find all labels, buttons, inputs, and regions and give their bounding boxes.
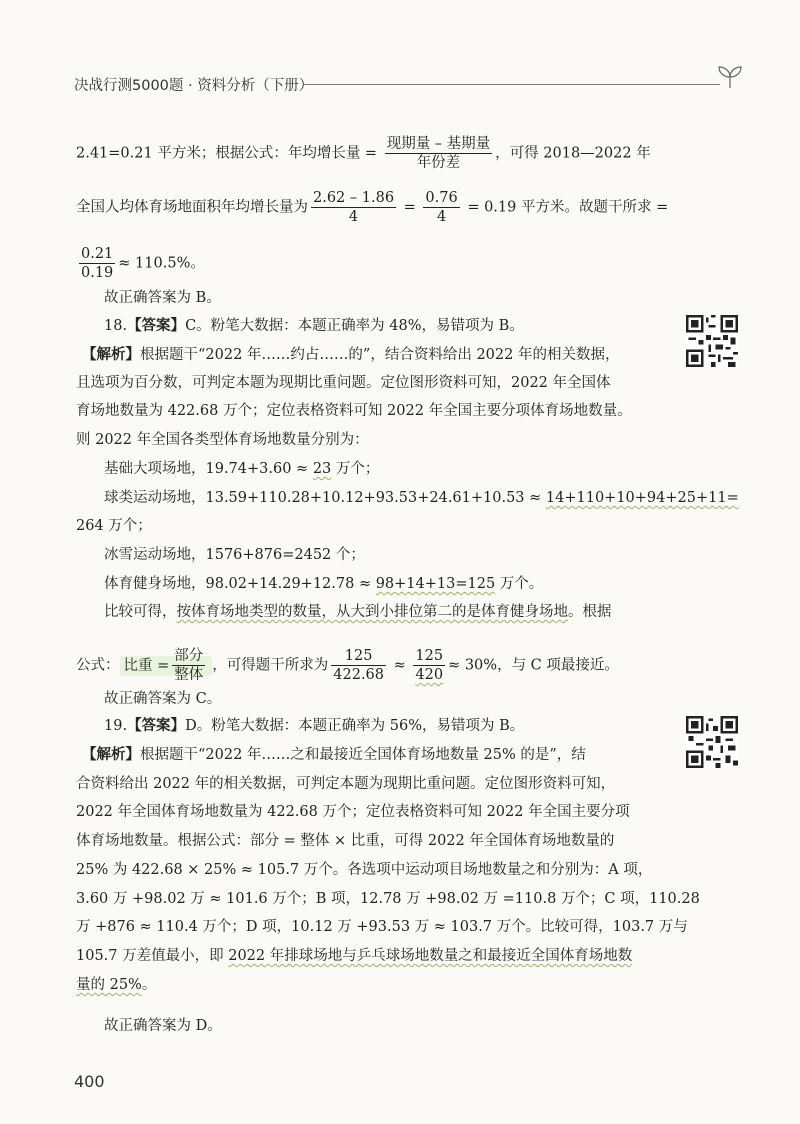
q18-analysis-line-3: 育场地数量为 422.68 万个；定位表格资料可知 2022 年全国主要分项体育场地数量。 xyxy=(76,403,632,419)
qr-code-icon[interactable] xyxy=(686,315,738,367)
book-title: 决战行测5000题 · 资料分析（下册） xyxy=(74,78,314,94)
q19-analysis-line-2: 合资料给出 2022 年的相关数据，可判定本题为现期比重问题。定位图形资料可知， xyxy=(76,776,616,792)
analysis-tag: 【解析】 xyxy=(82,747,140,763)
sprout-icon xyxy=(716,64,744,90)
q17-answer: 故正确答案为 B。 xyxy=(104,290,221,306)
q18-answer: 故正确答案为 C。 xyxy=(104,691,222,707)
calc-fraction: $\frac{125}{420}$ xyxy=(415,648,444,683)
q17-line-3: $\frac{0.21}{0.19}$ ≈ 110.5%。 xyxy=(81,246,205,281)
q18-calc-snow: 冰雪运动场地，1576+876=2452 个； xyxy=(104,547,365,563)
q18-analysis-line-1: 【解析】根据题干“2022 年……约占……的”，结合资料给出 2022 年的相关数据， xyxy=(82,347,620,363)
q18-compare: 比较可得，按体育场地类型的数量，从大到小排位第二的是体育健身场地。根据 xyxy=(104,604,612,620)
q19-answer: 故正确答案为 D。 xyxy=(104,1018,222,1034)
question-number: 19. xyxy=(104,718,128,734)
qr-code-icon[interactable] xyxy=(686,716,738,768)
header-dotted-rule xyxy=(304,84,720,85)
growth-formula-fraction: $\frac{\text{现期量 – 基期量}}{\text{年份差}}$ xyxy=(386,136,491,171)
analysis-tag: 【解析】 xyxy=(82,347,140,363)
q18-calc-ball-cont: 264 万个； xyxy=(76,518,152,534)
running-header xyxy=(74,68,744,98)
q18-analysis-line-2: 且选项为百分数，可判定本题为现期比重问题。定位图形资料可知，2022 年全国体 xyxy=(76,375,611,391)
q19-analysis-line-3: 2022 年全国体育场地数量为 422.68 万个；定位表格资料可知 2022 年全国主要分项 xyxy=(76,804,630,820)
q18-analysis-line-4: 则 2022 年全国各类型体育场地数量分别为： xyxy=(76,432,369,448)
ratio-fraction: $\frac{0.21}{0.19}$ xyxy=(81,246,114,281)
q18-formula-line: 公式： 比重 = $\frac{\text{部分}}{\text{整体}}$ ，可得题干所求为 $\frac{125}{422.68}$ ≈ $\frac{125}{420}$ ≈ 30%，与 C 项最接近。 xyxy=(76,648,619,683)
q19-answer-line: 19.【答案】D。粉笔大数据：本题正确率为 56%，易错项为 B。 xyxy=(104,718,525,734)
q19-analysis-line-1: 【解析】根据题干“2022 年……之和最接近全国体育场地数量 25% 的是”，结 xyxy=(82,747,586,763)
q17-line-1: 2.41=0.21 平方米；根据公式：年均增长量 = $\frac{\text{现期量 – 基期量}}{\text{年份差}}$ ，可得 2018—2022 年 xyxy=(76,136,651,171)
answer-tag: 【答案】 xyxy=(127,318,186,334)
q18-calc-basic: 基础大项场地，19.74+3.60 ≈ 23 万个； xyxy=(104,461,380,477)
calc-fraction: $\frac{125}{422.68}$ xyxy=(333,648,385,683)
q19-analysis-line-6: 3.60 万 +98.02 万 ≈ 101.6 万个；B 项，12.78 万 +98.02 万 =110.8 万个；C 项，110.28 xyxy=(76,891,700,907)
q18-calc-ball: 球类运动场地，13.59+110.28+10.12+93.53+24.61+10.53 ≈ 14+110+10+94+25+11= xyxy=(104,490,739,506)
q19-analysis-line-9: 量的 25%。 xyxy=(76,977,157,993)
answer-tag: 【答案】 xyxy=(127,718,186,734)
q19-analysis-line-4: 体育场地数量。根据公式：部分 = 整体 × 比重，可得 2022 年全国体育场地数量的 xyxy=(76,833,615,849)
q19-analysis-line-7: 万 +876 ≈ 110.4 万个；D 项，10.12 万 +93.53 万 ≈ 103.7 万个。比较可得，103.7 万与 xyxy=(76,919,688,935)
q19-analysis-line-8: 105.7 万差值最小，即 2022 年排球场地与乒乓球场地数量之和最接近全国体育场地数 xyxy=(76,948,633,964)
q19-analysis-line-5: 25% 为 422.68 × 25% ≈ 105.7 万个。各选项中运动项目场地数量之和分别为：A 项， xyxy=(76,862,653,878)
calc-fraction: $\frac{2.62 - 1.86}{4}$ xyxy=(313,190,395,225)
q18-answer-line: 18.【答案】C。粉笔大数据：本题正确率为 48%，易错项为 B。 xyxy=(104,318,524,334)
q18-calc-fitness: 体育健身场地，98.02+14.29+12.78 ≈ 98+14+13=125 万个。 xyxy=(104,576,544,592)
formula-highlight: 比重 = $\frac{\text{部分}}{\text{整体}}$ xyxy=(120,656,213,676)
question-number: 18. xyxy=(104,318,128,334)
page-number: 400 xyxy=(74,1072,105,1091)
q17-line-2: 全国人均体育场地面积年均增长量为 $\frac{2.62 - 1.86}{4}$ = $\frac{0.76}{4}$ = 0.19 平方米。故题干所求 = xyxy=(76,190,669,225)
calc-fraction: $\frac{0.76}{4}$ xyxy=(425,190,458,225)
